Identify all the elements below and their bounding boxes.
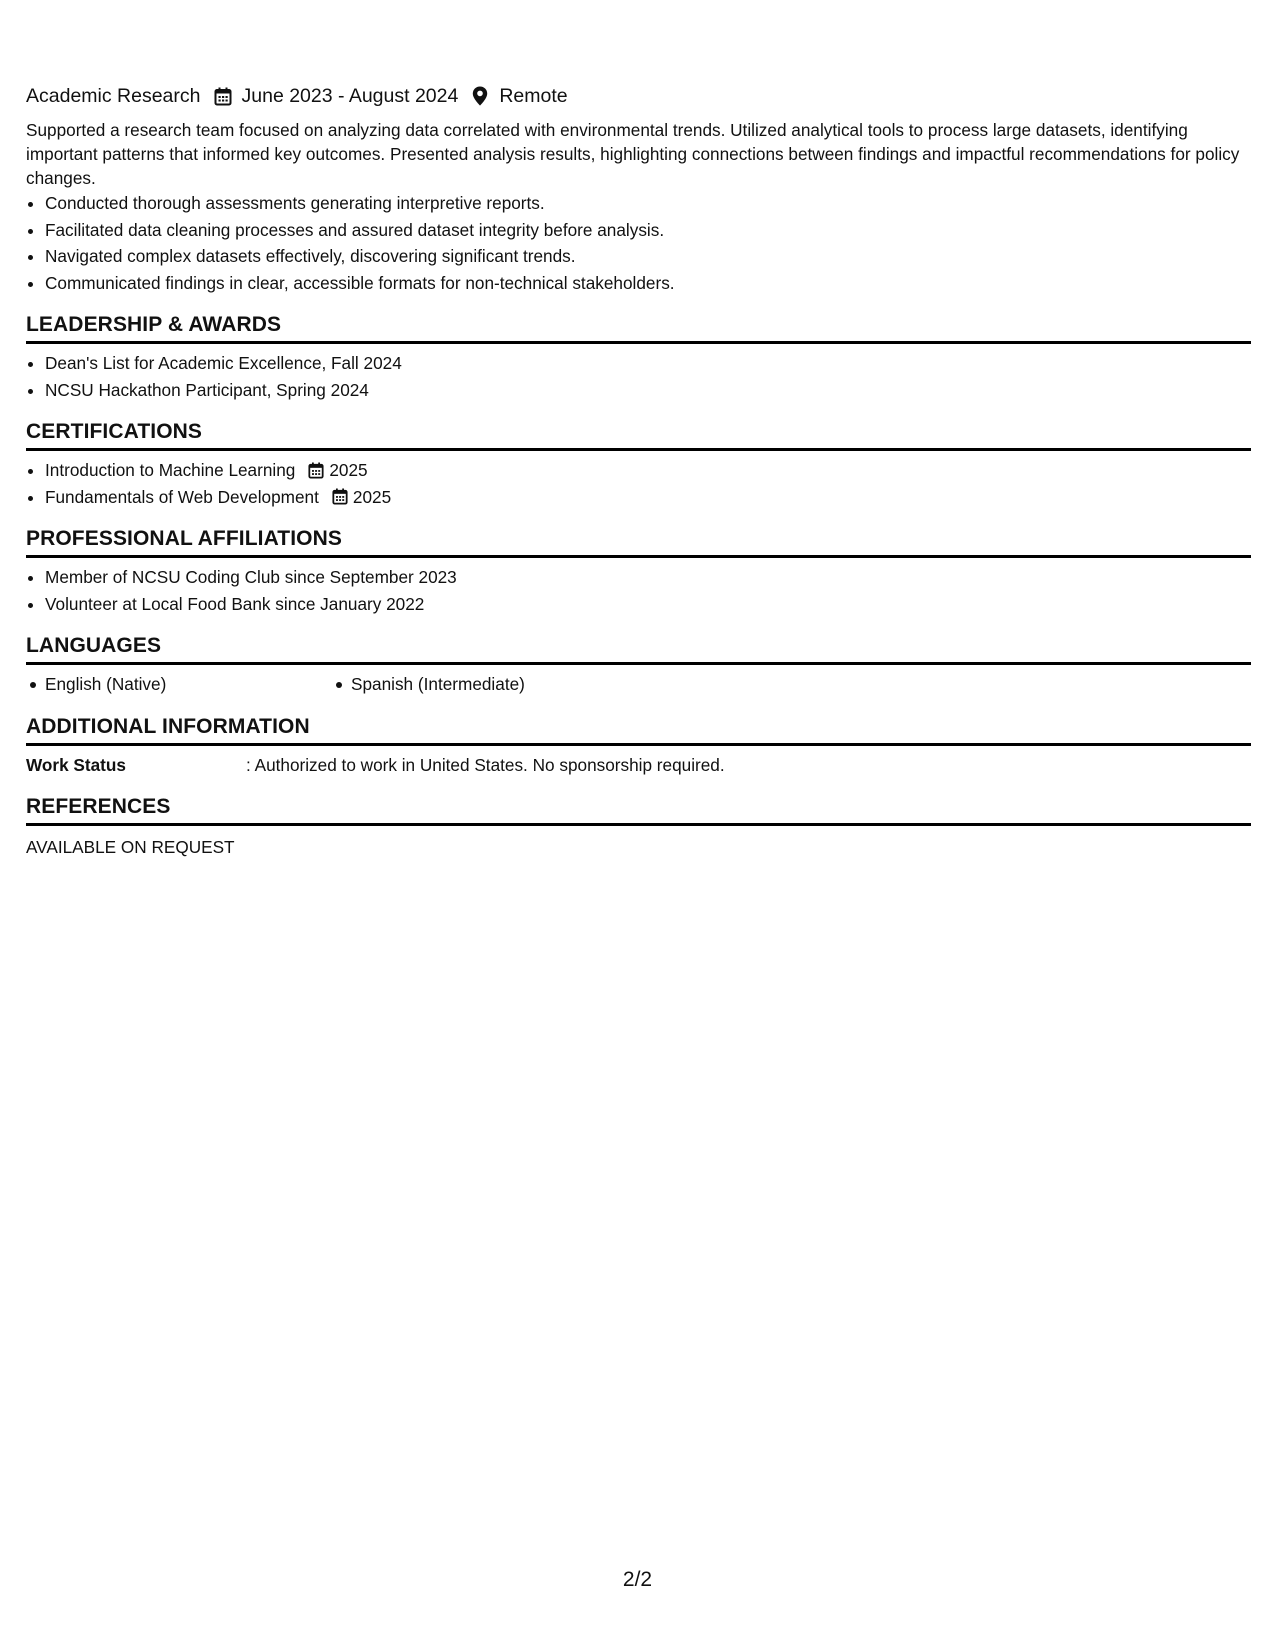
experience-location: Remote (499, 84, 568, 107)
calendar-icon (213, 86, 233, 106)
list-item: • NCSU Hackathon Participant, Spring 2024 (45, 377, 1251, 404)
list-item (45, 457, 1251, 484)
page-number: 2/2 (622, 1568, 653, 1591)
work-status-value: : Authorized to work in United States. No sponsorship required. (246, 754, 725, 775)
section-title-affiliations: PROFESSIONAL AFFILIATIONS (26, 510, 1251, 558)
affiliations-list (26, 564, 1251, 617)
certification-name: • Introduction to Machine Learning (45, 460, 296, 480)
calendar-icon (307, 461, 325, 479)
certification-year: 2025 (352, 486, 392, 507)
leadership-list (26, 350, 1251, 403)
calendar-icon (331, 488, 349, 506)
section-title-additional: ADDITIONAL INFORMATION (26, 698, 1251, 746)
list-item: • Navigated complex datasets effectively, discovering significant trends. (45, 243, 1251, 270)
list-item (45, 484, 1251, 511)
list-item: • Volunteer at Local Food Bank since January 2022 (45, 591, 1251, 618)
map-pin-icon (470, 86, 490, 106)
experience-summary: Supported a research team focused on analyzing data correlated with environmental trends. Utilized analytical tools to process large datasets, identifying important patterns that informed key outcomes. Presented analysis results, highlighting connections between findings and impactful recommendations for policy changes. (26, 120, 1240, 188)
work-status-label: Work Status (26, 754, 126, 775)
resume-page (26, 80, 1251, 860)
list-item: Spanish (Intermediate) (332, 671, 525, 698)
section-title-languages: LANGUAGES (26, 617, 1251, 665)
section-title-certifications: CERTIFICATIONS (26, 403, 1251, 451)
experience-header (26, 80, 1251, 112)
list-item: • Member of NCSU Coding Club since September 2023 (45, 564, 1251, 591)
references-text: AVAILABLE ON REQUEST (26, 836, 235, 857)
section-title-leadership: LEADERSHIP & AWARDS (26, 296, 1251, 344)
list-item: English (Native) (26, 671, 332, 698)
experience-bullets (26, 190, 1251, 296)
list-item: • Communicated findings in clear, accessible formats for non-technical stakeholders. (45, 270, 1251, 297)
certification-name: • Fundamentals of Web Development (45, 486, 319, 507)
list-item: • Conducted thorough assessments generating interpretive reports. (45, 190, 1251, 217)
list-item: • Dean's List for Academic Excellence, Fall 2024 (45, 350, 1251, 377)
work-status-row (26, 746, 1251, 778)
certification-year: 2025 (329, 460, 368, 480)
experience-dates: June 2023 - August 2024 (241, 84, 459, 107)
list-item: • Facilitated data cleaning processes and assured dataset integrity before analysis. (45, 217, 1251, 244)
certifications-list (26, 457, 1251, 510)
languages-list (26, 671, 1251, 698)
section-title-references: REFERENCES (26, 778, 1251, 826)
experience-title: Academic Research (26, 84, 201, 107)
